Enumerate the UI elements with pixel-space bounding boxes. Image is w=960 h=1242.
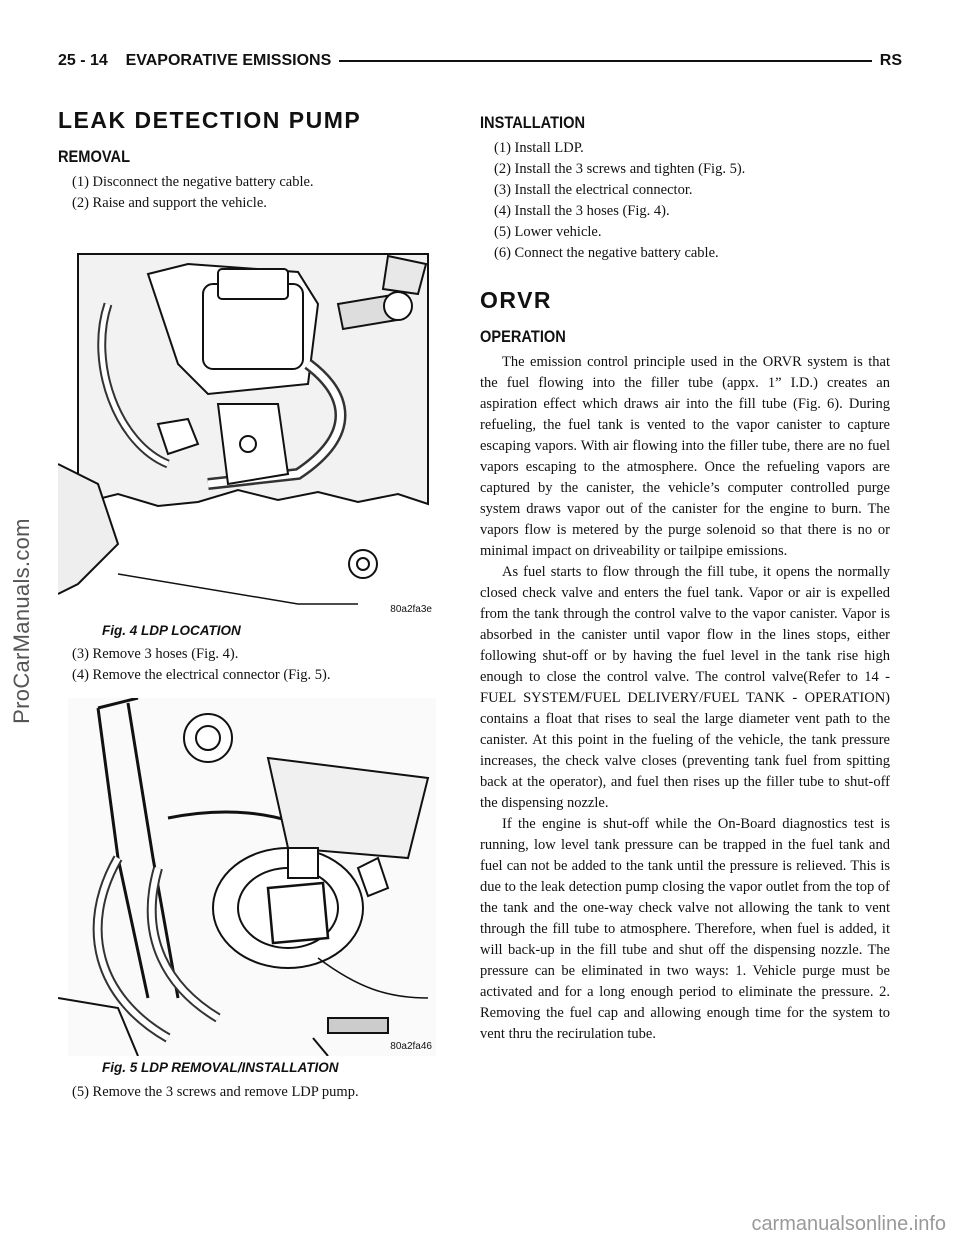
orvr-title: ORVR <box>480 287 553 313</box>
operation-paragraph-2: As fuel starts to flow through the fill tube, it opens the normally closed check valve and enters the fuel tank. Vapor or air is expelled from the tank through the control valve to the vapor canister. Vapor is absorbed in the canister until vapor flow in the lines stops, either following shut-off or by having the fuel level in the tank rise high enough to close the control valve. The control valve(Refer to 14 - FUEL SYSTEM/FUEL DELIVERY/FUEL TANK - OPERATION) contains a float that rises to seal the large diameter vent path to the canister. At this point in the fueling of the vehicle, the tank pressure increases, the check valve closes (preventing tank fuel from spitting back at the operator), and fuel then rises up the filler tube to shut-off the dispensing nozzle. <box>480 564 890 811</box>
removal-steps-a <box>58 172 448 214</box>
operation-paragraph-3: If the engine is shut-off while the On-Board diagnostics test is running, low level tank pressure can be trapped in the fuel tank and fuel can not be added to the tank until the pressure is relieved. This is due to the leak detection pump closing the vapor outlet from the top of the tank and the one-way check valve not allowing the tank to vent through the fill tube to atmosphere. Therefore, when fuel is added, it will back-up in the fill tube and shut off the dispensing nozzle. The pressure can be eliminated in two ways: 1. Vehicle purge must be activated and for a long enough period to eliminate the pressure. 2. Removing the fuel cap and allowing enough time for the system to vent thru the recirulation tube. <box>480 816 890 1042</box>
list-item: (5) Remove the 3 screws and remove LDP pump. <box>72 1084 359 1100</box>
leak-pump-title: LEAK DETECTION PUMP <box>58 107 362 133</box>
operation-heading: OPERATION <box>480 327 566 346</box>
bottom-watermark: carmanualsonline.info <box>751 1213 946 1235</box>
fig5-illustration <box>58 698 436 1056</box>
header-code: RS <box>879 52 902 69</box>
removal-steps-c <box>58 1082 448 1103</box>
ldp-location-drawing <box>58 244 436 619</box>
side-watermark: ProCarManuals.com <box>9 518 34 724</box>
list-item: (2) Install the 3 screws and tighten (Fig. 5). <box>494 161 746 177</box>
list-item: (1) Install LDP. <box>494 140 584 156</box>
ldp-removal-drawing <box>58 698 436 1056</box>
installation-steps <box>480 138 890 264</box>
list-item: (2) Raise and support the vehicle. <box>72 195 267 211</box>
right-column <box>480 112 890 1045</box>
list-item: (1) Disconnect the negative battery cable. <box>72 174 314 190</box>
installation-heading: INSTALLATION <box>480 113 586 132</box>
fig4-caption: Fig. 4 LDP LOCATION <box>102 623 241 638</box>
list-item: (3) Install the electrical connector. <box>494 182 693 198</box>
list-item: (3) Remove 3 hoses (Fig. 4). <box>72 646 239 662</box>
operation-paragraph-1: The emission control principle used in the ORVR system is that the fuel flowing into the filler tube (appx. 1” I.D.) creates an aspiration effect which draws air into the fill tube (Fig. 6). During refueling, the fuel tank is vented to the vapor canister to capture escaping vapors. With air flowing into the filler tube, there are no fuel vapors escaping to the atmosphere. Once the refueling vapors are captured by the canister, the vehicle’s computer controlled purge system draws vapor out of the canister for the engine to burn. The vapors flow is metered by the purge solenoid so that there is no or minimal impact on driveability or tailpipe emissions. <box>480 354 890 559</box>
fig5-caption: Fig. 5 LDP REMOVAL/INSTALLATION <box>102 1060 339 1075</box>
list-item: (4) Install the 3 hoses (Fig. 4). <box>494 203 670 219</box>
left-column <box>58 104 448 1103</box>
page-header <box>58 50 902 72</box>
header-rule <box>339 60 872 62</box>
fig4-illustration <box>58 244 436 619</box>
removal-heading: REMOVAL <box>58 147 131 166</box>
removal-steps-b <box>58 644 448 686</box>
list-item: (4) Remove the electrical connector (Fig. 5). <box>72 667 331 683</box>
list-item: (5) Lower vehicle. <box>494 224 602 240</box>
list-item: (6) Connect the negative battery cable. <box>494 245 719 261</box>
fig4-id: 80a2fa3e <box>390 604 432 615</box>
header-title: 25 - 14 EVAPORATIVE EMISSIONS <box>58 52 332 69</box>
fig5-id: 80a2fa46 <box>390 1041 432 1052</box>
